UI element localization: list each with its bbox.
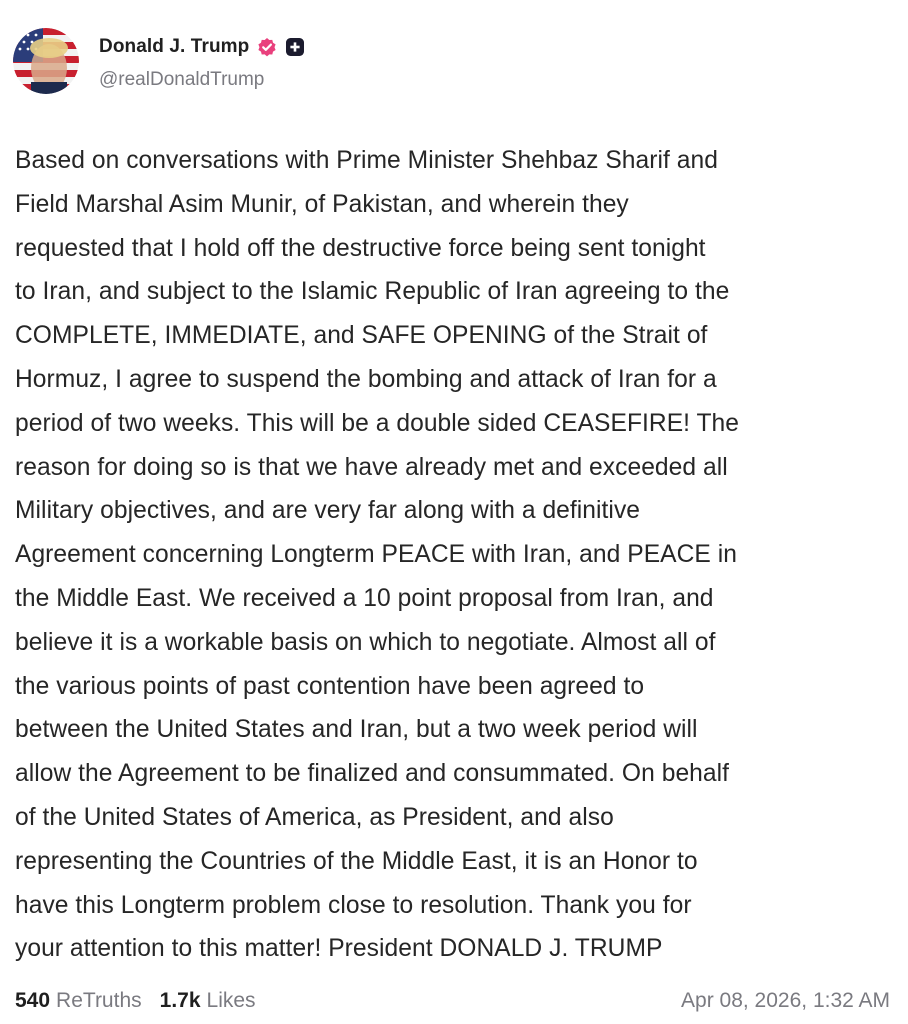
likes-count: 1.7k bbox=[159, 989, 201, 1012]
author-info bbox=[99, 35, 305, 91]
likes-label: Likes bbox=[206, 989, 256, 1012]
retruths-label: ReTruths bbox=[56, 989, 142, 1012]
avatar[interactable] bbox=[13, 28, 79, 94]
author-display-name[interactable]: Donald J. Trump bbox=[99, 36, 250, 57]
name-row bbox=[99, 35, 305, 59]
post-header bbox=[13, 28, 305, 98]
author-handle[interactable]: @realDonaldTrump bbox=[99, 69, 265, 90]
verified-badge-icon bbox=[257, 37, 277, 57]
post-timestamp[interactable]: Apr 08, 2026, 1:32 AM bbox=[681, 989, 890, 1012]
likes-stat[interactable] bbox=[160, 989, 256, 1013]
retruths-stat[interactable] bbox=[15, 989, 142, 1013]
post-body-text: Based on conversations with Prime Minister Shehbaz Sharif and Field Marshal Asim Munir, of Pakistan, and wherein they requested that I hold off the destructive force being sent tonight to Iran, and subject to the Islamic Republic of Iran agreeing to the COMPLETE, IMMEDIATE, and SAFE OPENING of the Strait of Hormuz, I agree to suspend the bombing and attack of Iran for a period of two weeks. This will be a double sided CEASEFIRE! The reason for doing so is that we have already met and exceeded all Military objectives, and are very far along with a definitive Agreement concerning Longterm PEACE with Iran, and PEACE in the Middle East. We received a 10 point proposal from Iran, and believe it is a workable basis on which to negotiate. Almost all of the various points of past contention have been agreed to between the United States and Iran, but a two week period will allow the Agreement to be finalized and consummated. On behalf of the United States of America, as President, and also representing the Countries of the Middle East, it is an Honor to have this Longterm problem close to resolution. Thank you for your attention to this matter! President DONALD J. TRUMP bbox=[15, 147, 740, 963]
post-footer bbox=[15, 985, 890, 1017]
retruths-count: 540 bbox=[15, 989, 51, 1012]
truth-plus-icon bbox=[285, 37, 305, 57]
